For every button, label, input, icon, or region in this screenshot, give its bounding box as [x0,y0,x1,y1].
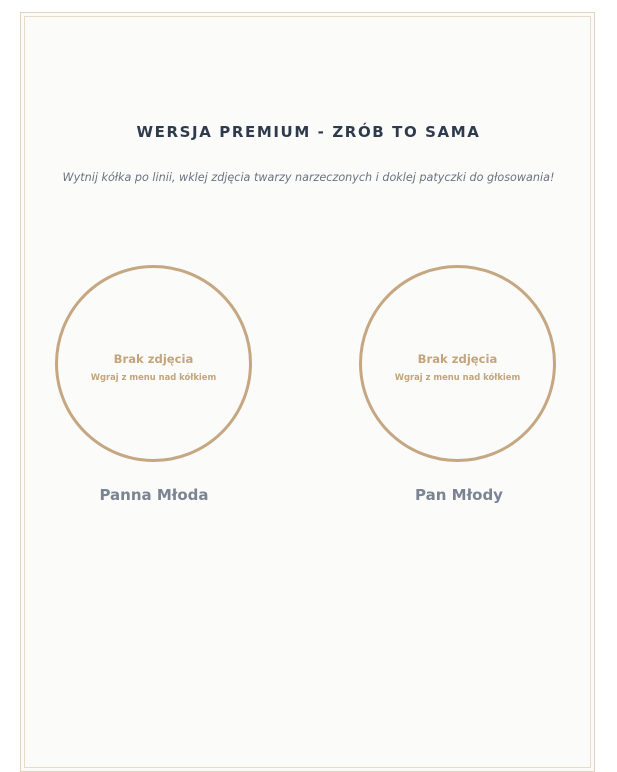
groom-name-label: Pan Młody [415,486,503,504]
bride-photo-circle[interactable] [55,265,252,462]
bride-upload-hint: Wgraj z menu nad kółkiem [90,372,217,382]
page-title: WERSJA PREMIUM - ZRÓB TO SAMA [136,123,481,141]
bride-no-photo-label: Brak zdjęcia [113,352,194,366]
page-subtitle: Wytnij kółka po linii, wklej zdjęcia twarzy narzeczonych i doklej patyczki do głosowania! [62,171,555,184]
groom-no-photo-label: Brak zdjęcia [417,352,498,366]
groom-photo-circle[interactable] [359,265,556,462]
groom-upload-hint: Wgraj z menu nad kółkiem [394,372,521,382]
bride-name-label: Panna Młoda [99,486,209,504]
